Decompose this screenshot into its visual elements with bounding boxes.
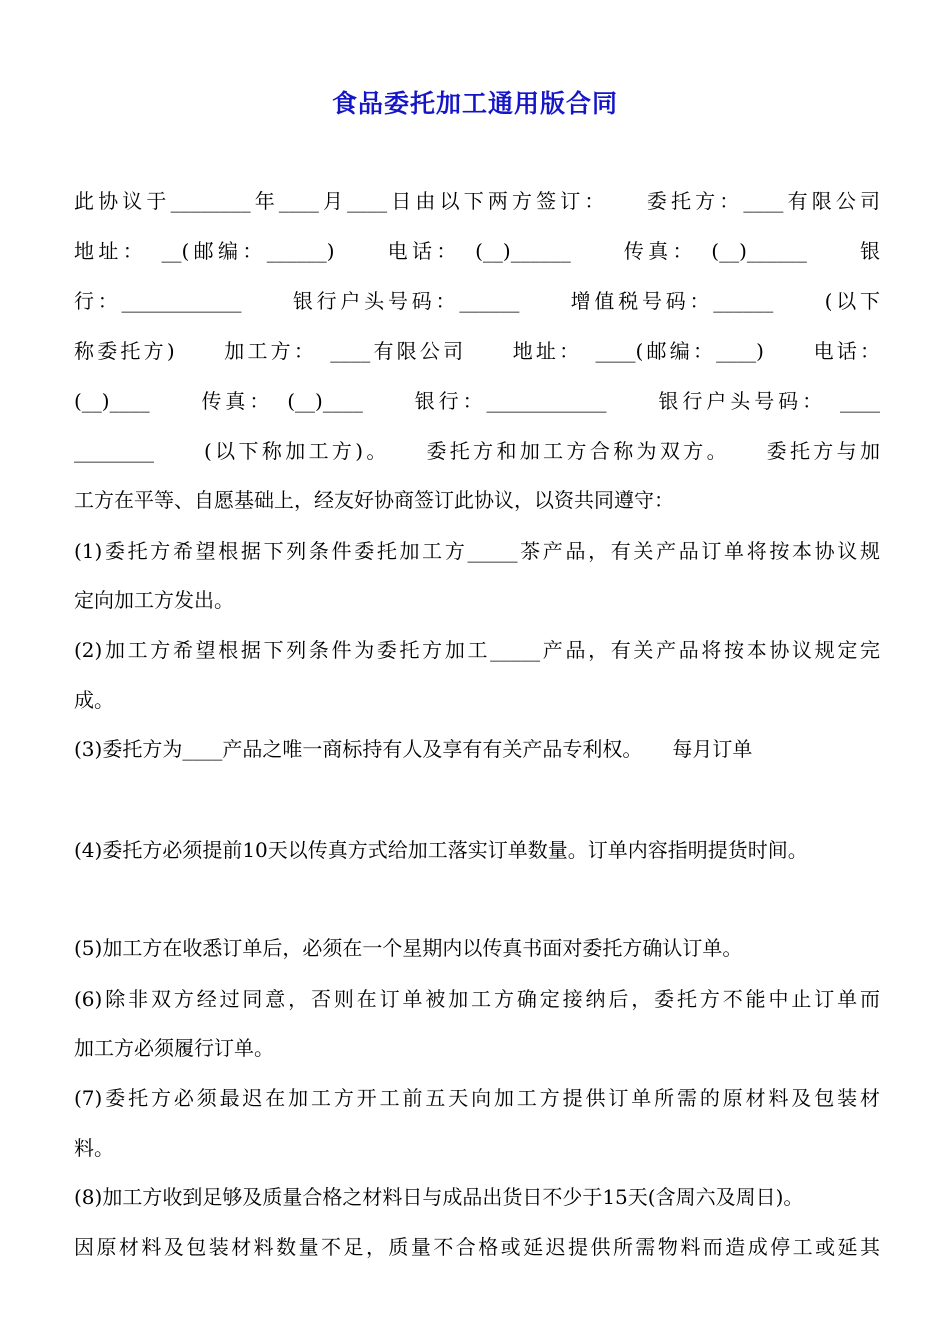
clause-8-line: 因原材料及包装材料数量不足，质量不合格或延迟提供所需物料而造成停工或延其 bbox=[74, 1235, 880, 1259]
clause-1-line: 定向加工方发出。 bbox=[74, 588, 234, 612]
clause-3-line: (3)委托方为____产品之唯一商标持有人及享有有关产品专利权。 每月订单 bbox=[74, 737, 753, 761]
paragraph-line: ________ (以下称加工方)。 委托方和加工方合称为双方。 委托方与加 bbox=[74, 439, 880, 463]
paragraph-line: 工方在平等、自愿基础上，经友好协商签订此协议，以资共同遵守： bbox=[74, 488, 674, 512]
clause-2-line: 成。 bbox=[74, 688, 114, 712]
paragraph-line: 称委托方) 加工方： ____有限公司 地址： ____(邮编：____) 电话： bbox=[74, 339, 880, 363]
clause-7-line: (7)委托方必须最迟在加工方开工前五天向加工方提供订单所需的原材料及包装材 bbox=[74, 1086, 880, 1110]
clause-1-line: (1)委托方希望根据下列条件委托加工方_____茶产品，有关产品订单将按本协议规 bbox=[74, 539, 880, 563]
clause-7-line: 料。 bbox=[74, 1136, 114, 1160]
clause-5-line: (5)加工方在收悉订单后，必须在一个星期内以传真书面对委托方确认订单。 bbox=[74, 936, 743, 960]
paragraph-line: 行：____________ 银行户头号码：______ 增值税号码：______ (以下 bbox=[74, 289, 880, 313]
clause-4-line: (4)委托方必须提前10天以传真方式给加工落实订单数量。订单内容指明提货时间。 bbox=[74, 838, 808, 862]
clause-6-line: 加工方必须履行订单。 bbox=[74, 1036, 274, 1060]
paragraph-line: 地址： __(邮编：______) 电话： (__)______ 传真： (__)______ 银 bbox=[74, 239, 880, 263]
paragraph-line: 此协议于________年____月____日由以下两方签订： 委托方：____有限公司 bbox=[74, 189, 880, 213]
document-title: 食品委托加工通用版合同 bbox=[331, 89, 618, 118]
clause-6-line: (6)除非双方经过同意，否则在订单被加工方确定接纳后，委托方不能中止订单而 bbox=[74, 987, 880, 1011]
clause-8-line: (8)加工方收到足够及质量合格之材料日与成品出货日不少于15天(含周六及周日)。 bbox=[74, 1185, 804, 1209]
paragraph-line: (__)____ 传真： (__)____ 银行：____________ 银行户头号码： ____ bbox=[74, 389, 880, 413]
clause-2-line: (2)加工方希望根据下列条件为委托方加工_____产品，有关产品将按本协议规定完 bbox=[74, 638, 880, 662]
